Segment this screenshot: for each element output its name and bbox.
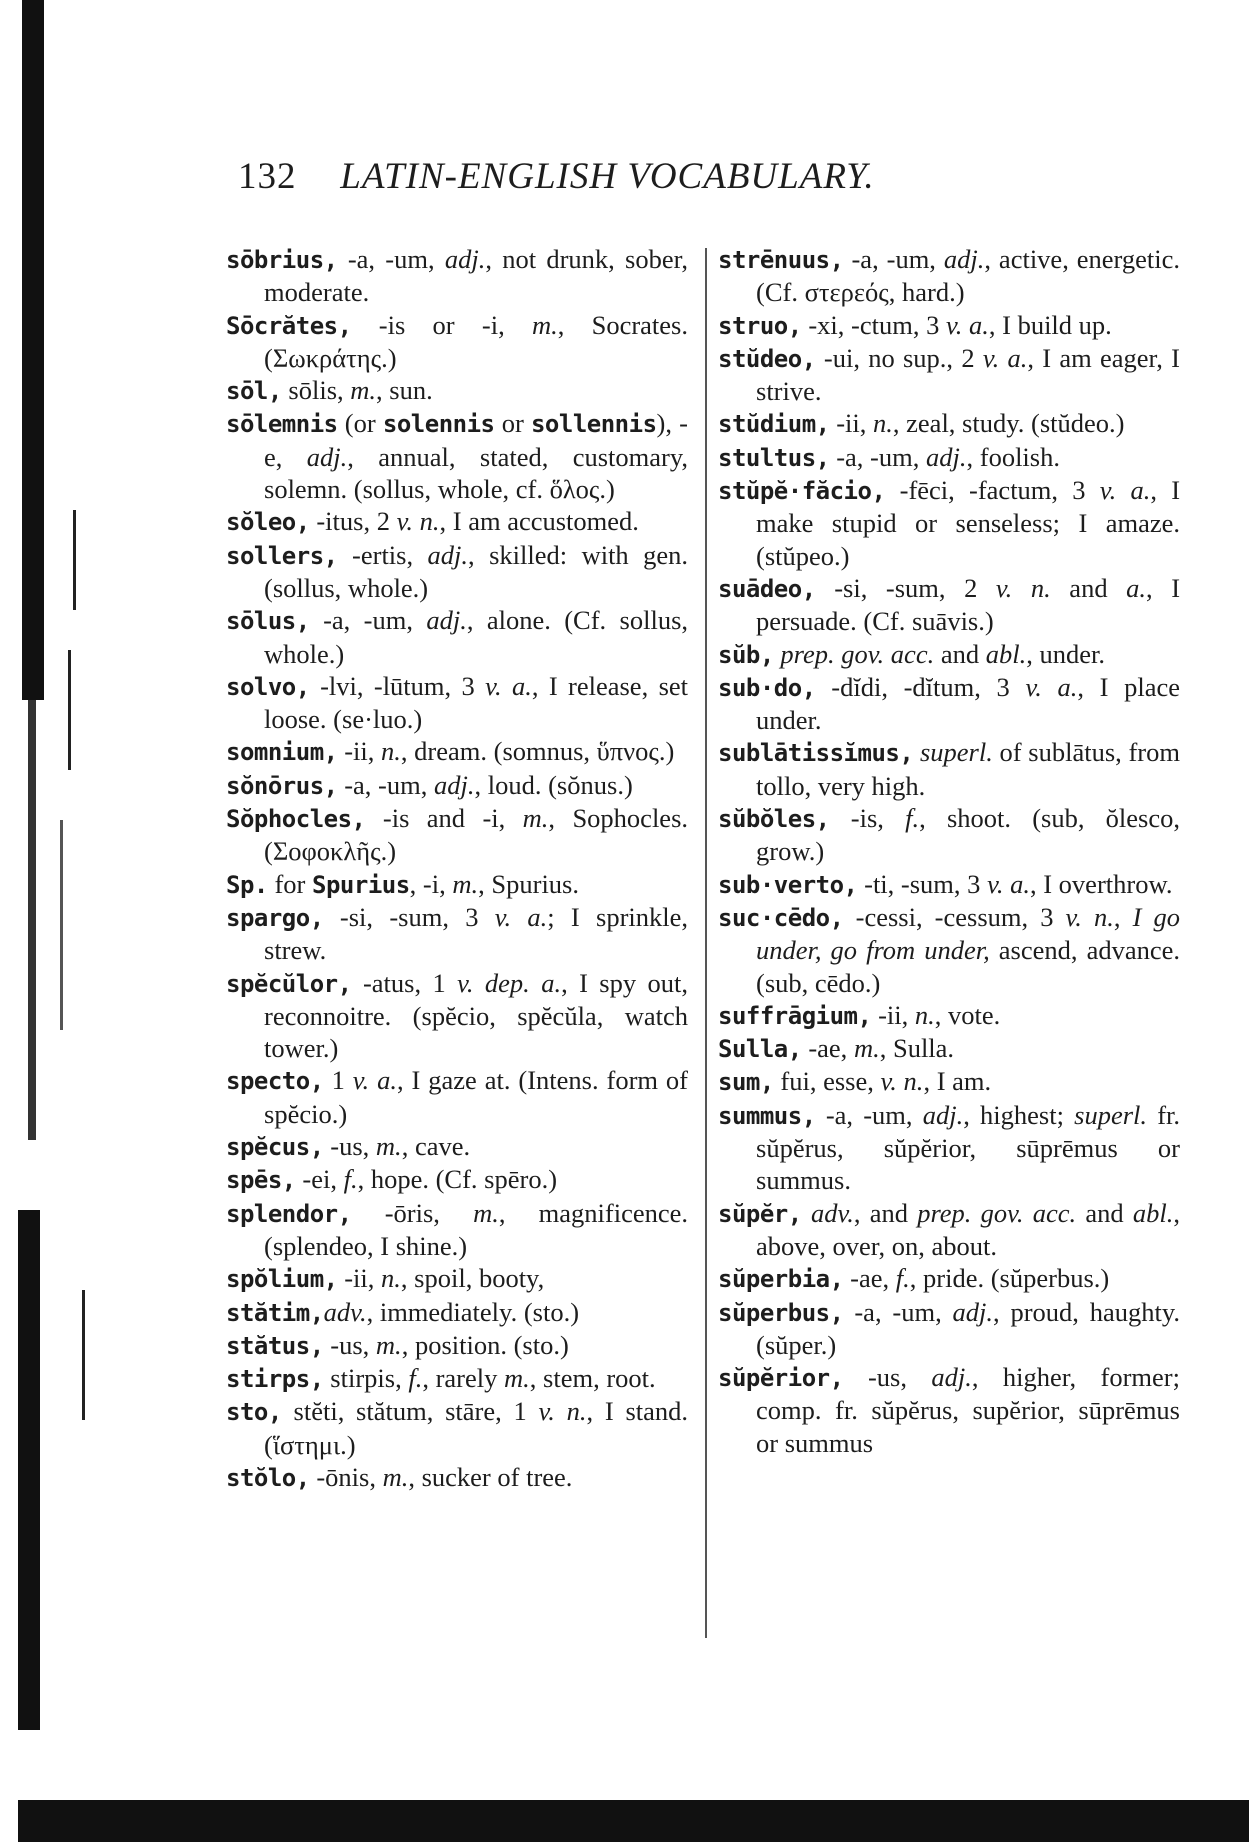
running-head bbox=[238, 152, 1058, 202]
definition-text: , position. (sto.) bbox=[401, 1329, 569, 1360]
definition-text: , cave. bbox=[401, 1131, 471, 1162]
definition-text: -ii, bbox=[829, 408, 874, 439]
headword: sōlemnis bbox=[226, 410, 338, 439]
grammar-note: I go under, go from under, bbox=[756, 901, 1180, 966]
vocab-entry bbox=[226, 1329, 688, 1362]
definition-text: , zeal, study. (stŭdeo.) bbox=[892, 408, 1125, 439]
definition-text: , magnificence. (splendeo, I shine.) bbox=[264, 1197, 688, 1261]
vocab-entry bbox=[226, 243, 688, 309]
definition-text: stirpis, bbox=[323, 1363, 409, 1394]
headword: sŏleo, bbox=[226, 508, 310, 537]
grammar-note: adj. bbox=[444, 244, 486, 274]
definition-text: -lvi, -lūtum, 3 bbox=[309, 670, 486, 701]
vocab-entry bbox=[226, 309, 688, 375]
headword: splendor, bbox=[226, 1199, 352, 1228]
definition-text: ascend, advance. (sub, cēdo.) bbox=[756, 935, 1180, 998]
grammar-note: adj. bbox=[427, 539, 469, 570]
headword: sublātissĭmus, bbox=[718, 739, 914, 768]
definition-text: , highest; bbox=[963, 1099, 1075, 1130]
definition-text: , Sulla. bbox=[879, 1033, 955, 1064]
definition-text: , I make stupid or senseless; I amaze. (stŭpeo.) bbox=[756, 475, 1181, 571]
definition-text: , Spurius. bbox=[478, 868, 579, 899]
definition-text: -a, -um, bbox=[843, 1296, 953, 1327]
definition-text: , Sophocles. (Σοφοκλῆς.) bbox=[264, 803, 689, 867]
headword: stultus, bbox=[718, 443, 830, 472]
headword: sŭbŏles, bbox=[718, 805, 830, 834]
grammar-note: adj. bbox=[931, 1362, 972, 1393]
definition-text: -ii, bbox=[337, 736, 382, 767]
headword: sum, bbox=[718, 1068, 774, 1097]
definition-text: of sublātus, from tollo, very high. bbox=[756, 737, 1180, 801]
definition-text bbox=[802, 1198, 811, 1228]
definition-text: , I am. bbox=[923, 1066, 992, 1097]
grammar-note: prep. gov. acc. bbox=[780, 638, 935, 669]
headword: sŭperbia, bbox=[718, 1265, 844, 1294]
definition-text: (or bbox=[337, 408, 383, 439]
headword: Sŏphocles, bbox=[226, 805, 366, 834]
grammar-note: abl. bbox=[985, 638, 1027, 669]
definition-text: , pride. (sŭperbus.) bbox=[909, 1263, 1110, 1294]
headword: sto, bbox=[226, 1398, 282, 1427]
definition-text: , stem, root. bbox=[529, 1363, 656, 1394]
headword: stŭpĕ·făcio, bbox=[718, 477, 886, 506]
grammar-note: adv. bbox=[810, 1197, 854, 1228]
definition-text: , annual, stated, customary, solemn. (sollus, whole, cf. ὅλος.) bbox=[264, 441, 688, 505]
definition-text: -dĭdi, -dĭtum, 3 bbox=[815, 671, 1026, 702]
definition-text: -is and -i, bbox=[365, 803, 523, 834]
definition-text: , vote. bbox=[934, 999, 1001, 1030]
margin-mark bbox=[60, 820, 63, 1030]
grammar-note: adj. bbox=[434, 769, 475, 800]
vocab-entry bbox=[718, 572, 1180, 638]
headword: stătim, bbox=[226, 1298, 324, 1327]
grammar-note: v. n. bbox=[880, 1066, 924, 1097]
definition-text: , dream. (somnus, ὕπνος.) bbox=[400, 736, 675, 767]
definition-text: -ae, bbox=[801, 1033, 854, 1064]
vocab-entry bbox=[718, 638, 1180, 671]
vocab-entry bbox=[226, 868, 688, 901]
headword: stŭdeo, bbox=[718, 344, 816, 373]
definition-text: , I place under. bbox=[756, 671, 1180, 736]
definition-text: -ti, -sum, 3 bbox=[857, 868, 988, 899]
grammar-note: v. a. bbox=[1099, 475, 1151, 506]
definition-text: , not drunk, sober, moderate. bbox=[264, 244, 688, 308]
definition-text: , Socrates. (Σωκράτης.) bbox=[264, 309, 688, 373]
headword: spŏlium, bbox=[226, 1265, 338, 1294]
definition-text: -atus, 1 bbox=[351, 967, 458, 998]
definition-text: and bbox=[1050, 572, 1127, 603]
grammar-note: m. bbox=[382, 1461, 409, 1492]
vocab-entry bbox=[718, 342, 1180, 408]
definition-text: , I persuade. (Cf. suāvis.) bbox=[756, 572, 1181, 637]
grammar-note: v. a. bbox=[987, 868, 1030, 899]
vocab-entry bbox=[718, 1032, 1180, 1065]
vocab-entry bbox=[718, 441, 1180, 474]
grammar-note: v. a. bbox=[494, 901, 548, 932]
vocab-entry bbox=[718, 999, 1180, 1032]
definition-text: -ōris, bbox=[351, 1197, 474, 1228]
grammar-note: m. bbox=[452, 868, 479, 899]
definition-text: ; I sprinkle, strew. bbox=[264, 901, 688, 966]
definition-text: , sucker of tree. bbox=[408, 1461, 573, 1492]
definition-text: , I release, set loose. (se·luo.) bbox=[264, 670, 689, 735]
vocab-entry bbox=[718, 243, 1180, 309]
headword: somnium, bbox=[226, 738, 338, 767]
grammar-note: f. bbox=[895, 1263, 910, 1294]
definition-text: , shoot. (sub, ŏlesco, grow.) bbox=[756, 803, 1180, 867]
left-column bbox=[226, 243, 688, 1494]
headword: struo, bbox=[718, 311, 802, 340]
grammar-note: m. bbox=[522, 803, 549, 834]
grammar-note: m. bbox=[473, 1197, 499, 1228]
headword: solvo, bbox=[226, 672, 310, 701]
definition-text: fui, esse, bbox=[773, 1066, 881, 1097]
definition-text: -a, -um, bbox=[337, 769, 434, 800]
definition-text: -ii, bbox=[871, 999, 915, 1030]
vocab-entry bbox=[718, 802, 1180, 868]
binding-edge-top bbox=[22, 0, 44, 700]
vocab-entry bbox=[226, 1197, 688, 1263]
grammar-note: v. a. bbox=[945, 309, 989, 340]
definition-text: , rarely bbox=[422, 1363, 504, 1394]
vocab-entry bbox=[718, 1262, 1180, 1295]
headword: spargo, bbox=[226, 903, 324, 932]
definition-text: 1 bbox=[323, 1065, 353, 1096]
headword: strēnuus, bbox=[718, 246, 844, 274]
grammar-note: v. dep. a. bbox=[457, 967, 562, 998]
grammar-note: v. a. bbox=[352, 1065, 397, 1096]
headword: sōlus, bbox=[226, 607, 310, 636]
definition-text: -itus, 2 bbox=[309, 506, 397, 537]
definition-text: fr. sŭpĕrus, sŭpĕrior, sūprēmus or summus. bbox=[756, 1099, 1181, 1196]
definition-text: and bbox=[1076, 1197, 1133, 1228]
vocab-entry bbox=[226, 1296, 688, 1329]
definition-text: , foolish. bbox=[966, 441, 1060, 472]
definition-text: -ui, no sup., 2 bbox=[815, 342, 983, 373]
grammar-note: adj. bbox=[926, 441, 967, 472]
headword: suc·cēdo, bbox=[718, 903, 844, 932]
definition-text: , -i, bbox=[409, 868, 453, 899]
vocab-entry bbox=[718, 868, 1180, 901]
margin-mark bbox=[68, 650, 71, 770]
headword: Sulla, bbox=[718, 1035, 802, 1064]
definition-text: -fēci, -factum, 3 bbox=[885, 475, 1100, 506]
definition-text: -a, -um, bbox=[309, 605, 427, 636]
grammar-note: v. a. bbox=[982, 342, 1028, 373]
definition-text: , skilled: with gen. (sollus, whole.) bbox=[264, 539, 688, 603]
definition-text: -si, -sum, 2 bbox=[815, 572, 996, 603]
grammar-note: adj. bbox=[922, 1099, 964, 1130]
definition-text: -is, bbox=[829, 803, 906, 834]
vocab-entry bbox=[718, 901, 1180, 999]
vocab-entry bbox=[718, 1361, 1180, 1459]
definition-text: -ōnis, bbox=[309, 1461, 383, 1492]
vocab-entry bbox=[226, 1064, 688, 1130]
headword: spēs, bbox=[226, 1166, 296, 1195]
grammar-note: n. bbox=[381, 1263, 401, 1294]
grammar-note: adj. bbox=[943, 244, 985, 274]
vocab-entry bbox=[226, 407, 688, 505]
headword: suādeo, bbox=[718, 574, 816, 603]
vocab-entry bbox=[226, 1163, 688, 1196]
definition-text: , spoil, booty, bbox=[400, 1263, 545, 1294]
definition-text: , higher, former; comp. fr. sŭpĕrus, supĕrior, sūprēmus or summus bbox=[756, 1362, 1180, 1458]
headword: sŭperbus, bbox=[718, 1298, 844, 1327]
grammar-note: abl. bbox=[1132, 1197, 1174, 1228]
right-column bbox=[718, 243, 1180, 1459]
vocab-entry bbox=[718, 1296, 1180, 1362]
grammar-note: m. bbox=[375, 1131, 402, 1162]
definition-text: , active, energetic. (Cf. στερεός, hard.) bbox=[756, 244, 1180, 308]
definition-text: , immediately. (sto.) bbox=[366, 1296, 580, 1327]
vocab-entry bbox=[718, 736, 1180, 802]
definition-text: , I am accustomed. bbox=[439, 506, 639, 537]
headword: stŭdium, bbox=[718, 410, 830, 439]
grammar-note: m. bbox=[375, 1329, 402, 1360]
grammar-note: f. bbox=[905, 803, 920, 834]
definition-text: , alone. (Cf. sollus, whole.) bbox=[264, 605, 689, 669]
grammar-note: v. n. bbox=[995, 572, 1051, 603]
headword: summus, bbox=[718, 1101, 816, 1130]
definition-text: , under. bbox=[1026, 638, 1105, 669]
vocab-entry bbox=[226, 604, 688, 670]
definition-text: and bbox=[934, 638, 986, 669]
vocab-entry bbox=[226, 1395, 688, 1461]
definition-text: -a, -um, bbox=[829, 441, 926, 472]
vocab-entry bbox=[718, 407, 1180, 440]
definition-text: -cessi, -cessum, 3 bbox=[843, 901, 1066, 932]
definition-text: ), -e, bbox=[264, 408, 689, 472]
vocab-entry bbox=[226, 769, 688, 802]
grammar-note: prep. gov. acc. bbox=[917, 1197, 1077, 1228]
definition-text: -si, -sum, 3 bbox=[323, 901, 495, 932]
binding-edge-mid bbox=[28, 700, 36, 1140]
page-title: LATIN-ENGLISH VOCABULARY. bbox=[340, 156, 875, 197]
definition-text: , I overthrow. bbox=[1029, 868, 1173, 899]
definition-text: , I stand. (ἵστημι.) bbox=[264, 1396, 689, 1460]
page-number: 132 bbox=[238, 156, 297, 197]
grammar-note: m. bbox=[350, 375, 377, 406]
grammar-note: adv. bbox=[323, 1296, 367, 1327]
grammar-note: m. bbox=[531, 309, 558, 340]
definition-text: , I am eager, I strive. bbox=[756, 342, 1181, 407]
vocab-entry bbox=[226, 735, 688, 768]
grammar-note: a. bbox=[1126, 572, 1147, 603]
grammar-note: f. bbox=[343, 1164, 358, 1195]
grammar-note: superl. bbox=[919, 737, 993, 768]
headword: sub·do, bbox=[718, 673, 816, 702]
vocab-entry bbox=[226, 539, 688, 605]
binding-edge-bottom bbox=[18, 1210, 40, 1730]
headword: sub·verto, bbox=[718, 870, 858, 899]
definition-text: or bbox=[494, 408, 531, 439]
headword: Sp. bbox=[226, 870, 268, 899]
headword: specto, bbox=[226, 1067, 324, 1096]
grammar-note: n. bbox=[914, 999, 935, 1030]
definition-text: , proud, haughty. (sŭper.) bbox=[756, 1296, 1180, 1360]
headword: spĕcŭlor, bbox=[226, 969, 352, 998]
vocab-entry bbox=[226, 505, 688, 538]
definition-text: -a, -um, bbox=[843, 244, 944, 274]
headword: Sōcrătes, bbox=[226, 311, 352, 340]
definition-text: , hope. (Cf. spēro.) bbox=[357, 1164, 558, 1195]
headword: stătus, bbox=[226, 1331, 324, 1360]
grammar-note: adj. bbox=[952, 1296, 994, 1327]
definition-text bbox=[913, 737, 920, 767]
definition-text: , I spy out, reconnoitre. (spĕcio, spĕcŭla, watch tower.) bbox=[264, 967, 688, 1064]
grammar-note: m. bbox=[853, 1033, 880, 1064]
vocab-entry bbox=[226, 1130, 688, 1163]
vocab-entry bbox=[226, 967, 688, 1065]
vocab-entry bbox=[718, 1197, 1180, 1263]
headword: sŭb, bbox=[718, 640, 774, 669]
definition-text: -ei, bbox=[295, 1164, 344, 1195]
definition-text: , I build up. bbox=[988, 309, 1112, 340]
definition-text: , bbox=[1113, 901, 1133, 932]
definition-text: -a, -um, bbox=[815, 1099, 923, 1130]
grammar-note: v. a. bbox=[1025, 671, 1078, 702]
grammar-note: n. bbox=[873, 408, 893, 439]
definition-text: -us, bbox=[323, 1131, 376, 1162]
headword: spĕcus, bbox=[226, 1133, 324, 1162]
grammar-note: v. n. bbox=[538, 1396, 587, 1427]
grammar-note: m. bbox=[504, 1363, 530, 1394]
definition-text: , I gaze at. (Intens. form of spĕcio.) bbox=[264, 1065, 689, 1129]
vocab-entry bbox=[226, 374, 688, 407]
vocab-entry bbox=[226, 1362, 688, 1395]
definition-text: , loud. (sŏnus.) bbox=[474, 769, 633, 800]
vocab-entry bbox=[718, 671, 1180, 737]
headword: sŭpĕr, bbox=[718, 1199, 802, 1228]
vocab-entry bbox=[226, 1461, 688, 1494]
grammar-note: adj. bbox=[306, 441, 348, 472]
headword: sŏnōrus, bbox=[226, 771, 338, 800]
vocab-entry bbox=[226, 670, 688, 736]
vocab-entry bbox=[226, 802, 688, 868]
headword: stŏlo, bbox=[226, 1463, 310, 1492]
margin-mark bbox=[73, 510, 76, 610]
vocab-entry bbox=[718, 1099, 1180, 1197]
column-divider bbox=[705, 248, 707, 1638]
definition-text: -us, bbox=[843, 1362, 932, 1393]
headword: stirps, bbox=[226, 1365, 324, 1394]
grammar-note: v. n. bbox=[1065, 901, 1114, 932]
headword: suffrāgium, bbox=[718, 1001, 872, 1030]
definition-text: -ae, bbox=[843, 1263, 896, 1294]
definition-text: stĕti, stătum, stāre, 1 bbox=[281, 1396, 539, 1427]
definition-text: for bbox=[267, 868, 313, 899]
grammar-note: v. a. bbox=[485, 670, 532, 701]
page-bottom-shadow bbox=[18, 1800, 1249, 1842]
definition-text: , above, over, on, about. bbox=[756, 1197, 1181, 1261]
grammar-note: adj. bbox=[426, 605, 467, 636]
grammar-note: superl. bbox=[1074, 1099, 1148, 1130]
definition-text: Spurius bbox=[312, 870, 410, 899]
definition-text: -a, -um, bbox=[337, 244, 445, 274]
definition-text: sōlis, bbox=[281, 375, 351, 406]
definition-text: , and bbox=[853, 1197, 918, 1228]
vocab-entry bbox=[226, 901, 688, 967]
definition-text: solennis bbox=[382, 410, 495, 439]
definition-text: -us, bbox=[323, 1329, 376, 1360]
grammar-note: v. n. bbox=[396, 506, 440, 537]
definition-text: -xi, -ctum, 3 bbox=[801, 309, 946, 340]
definition-text: -ertis, bbox=[337, 539, 428, 570]
definition-text: sollennis bbox=[530, 410, 657, 439]
vocab-entry bbox=[718, 309, 1180, 342]
margin-mark bbox=[82, 1290, 85, 1420]
definition-text: -ii, bbox=[337, 1263, 382, 1294]
headword: sōbrius, bbox=[226, 246, 338, 274]
headword: sollers, bbox=[226, 541, 338, 570]
definition-text: , sun. bbox=[376, 375, 433, 406]
headword: sŭpĕrior, bbox=[718, 1364, 844, 1393]
headword: sōl, bbox=[226, 377, 282, 406]
definition-text: -is or -i, bbox=[351, 309, 532, 340]
vocab-entry bbox=[226, 1262, 688, 1295]
vocab-entry bbox=[718, 474, 1180, 572]
vocab-entry bbox=[718, 1065, 1180, 1098]
grammar-note: n. bbox=[381, 736, 401, 767]
grammar-note: f. bbox=[408, 1363, 423, 1394]
